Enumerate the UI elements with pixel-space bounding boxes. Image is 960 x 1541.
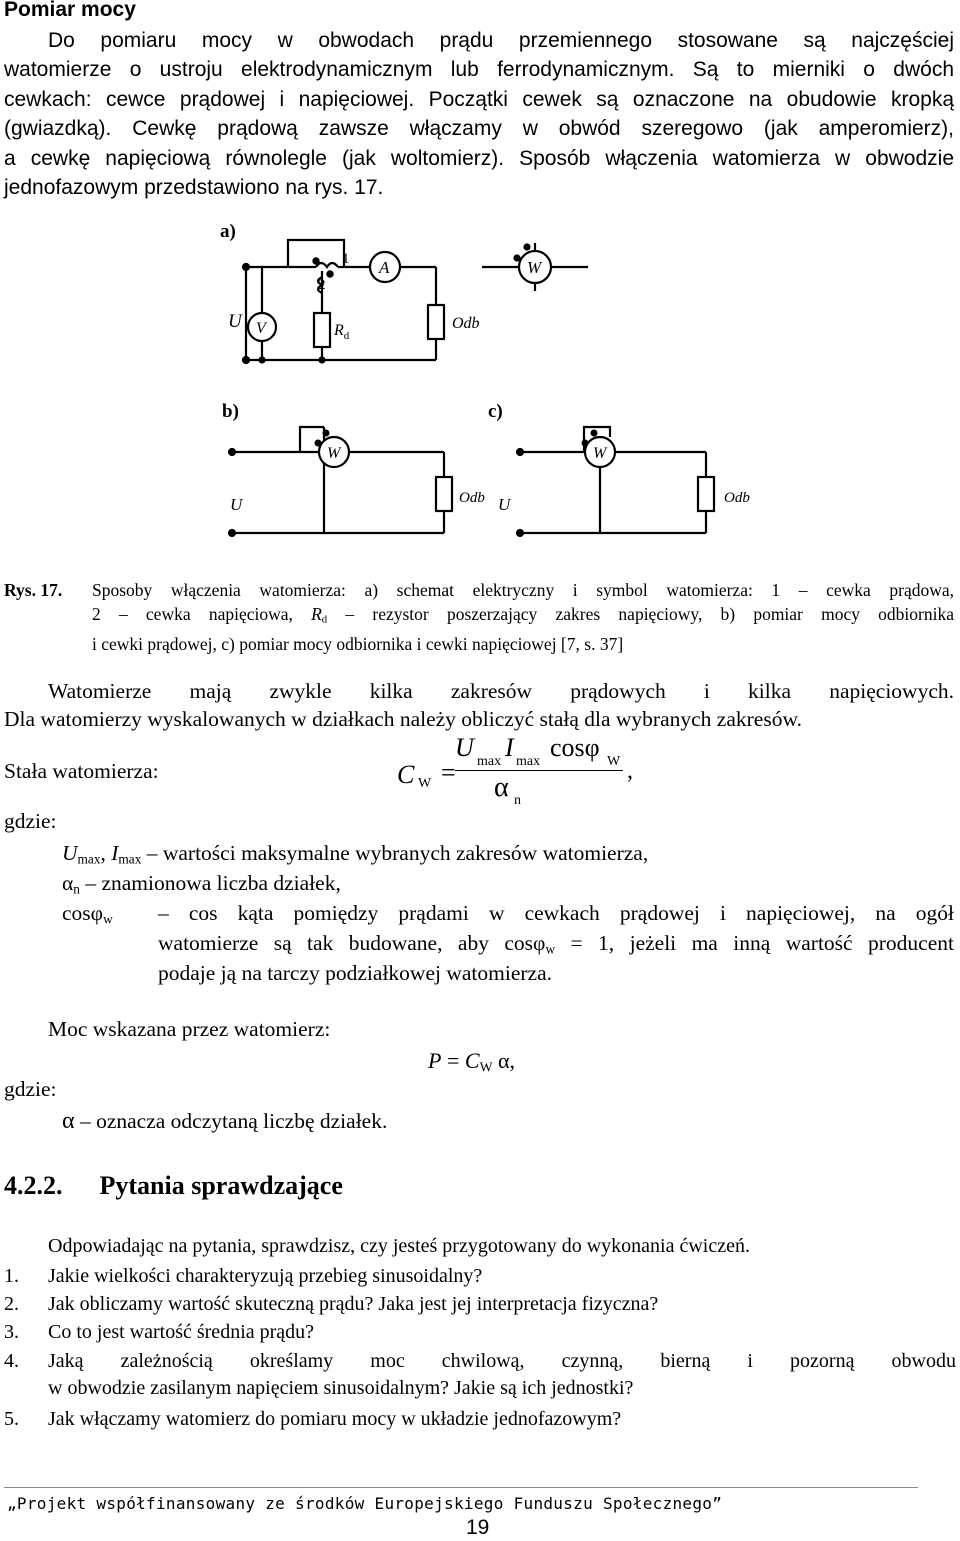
def-cos-line3: podaje ją na tarczy podziałkowej watomierza. — [158, 961, 552, 985]
subsection-heading — [4, 1171, 343, 1201]
label-a: a) — [220, 221, 236, 242]
figure-caption — [4, 578, 954, 656]
power-label: Moc wskazana przez watomierz: — [48, 1017, 331, 1041]
constant-label: Stała watomierza: — [4, 759, 159, 783]
where-label: gdzie: — [4, 809, 57, 833]
intro-line: jednofazowym przedstawiono na rys. 17. — [4, 175, 384, 199]
load-label-c: Odb — [724, 490, 750, 506]
caption-line: Sposoby włączenia watomierza: a) schemat elektryczny i symbol watomierza: 1 – cewka prądowa, — [92, 580, 954, 600]
caption-label: Rys. 17. — [4, 580, 63, 600]
figure-17-circuits — [0, 205, 960, 565]
wattmeter-label-c: W — [593, 445, 607, 462]
voltmeter-label: V — [256, 320, 266, 337]
caption-line: i cewki prądowej, c) pomiar mocy odbiornika i cewki napięciowej [7, s. 37] — [92, 633, 624, 654]
question-item: 5. Jak włączamy watomierz do pomiaru mocy w układzie jednofazowym? — [4, 1408, 622, 1430]
section-title: Pomiar mocy — [4, 0, 136, 21]
formula-p: $P = C_W$ α, — [428, 1048, 515, 1075]
questions-intro: Odpowiadając na pytania, sprawdzisz, czy jesteś przygotowany do wykonania ćwiczeń. — [48, 1235, 750, 1257]
page-number: 19 — [466, 1516, 490, 1539]
wattmeter-label-b: W — [327, 445, 341, 462]
caption-line: 2 – cewka napięciowa, $R_d$ – rezystor poszerzający zakres napięciowy, b) pomiar mocy odbiornika — [92, 604, 955, 626]
footer-divider — [4, 1487, 918, 1488]
def-alpha: α – oznacza odczytaną liczbę działek. — [62, 1108, 388, 1134]
question-item: 2. Jak obliczamy wartość skuteczną prądu? Jaka jest jej interpretacja fizyczna? — [4, 1293, 659, 1315]
formula-cw: C W = U max I max cosφ W α n , — [397, 733, 633, 808]
def-umax: $U_{max}$, $I_{max}$ – wartości maksymalne wybranych zakresów watomierza, — [62, 841, 649, 867]
footer-text: „Projekt współfinansowany ze środków Europejskiego Funduszu Społecznego” — [7, 1494, 723, 1513]
intro-line: Do pomiaru mocy w obwodach prądu przemiennego stosowane są najczęściej — [48, 29, 954, 52]
load-label-b: Odb — [459, 490, 485, 506]
def-cos: cosφ$_w$ – cos kąta pomiędzy prądami w cewkach prądowej i napięciowej, na ogół — [62, 901, 954, 927]
label-c: c) — [488, 401, 503, 422]
intro-line: watomierze o ustroju elektrodynamicznym lub ferrodynamicznym. Są to mierniki o dwóch — [4, 58, 954, 82]
load-label-a: Odb — [452, 315, 480, 332]
wattmeter-symbol-label: W — [527, 258, 542, 277]
intro-paragraph — [4, 26, 954, 202]
coil1-label: 1 — [342, 251, 350, 267]
label-b: b) — [222, 401, 239, 422]
ammeter-label: A — [379, 258, 390, 277]
intro-line: a cewkę napięciową równolegle (jak woltomierz). Sposób włączenia watomierza w obwodzie — [4, 146, 954, 170]
subsection-number: 4.2.2. — [4, 1171, 63, 1200]
def-cos-line2: watomierze są tak budowane, aby cosφ$_w$ = 1, jeżeli ma inną wartość producent — [158, 931, 954, 957]
intro-line: cewkach: cewce prądowej i napięciowej. Początki cewek są oznaczone na obudowie kropką — [4, 87, 954, 111]
intro-line: (gwiazdką). Cewkę prądową zawsze włączamy w obwód szeregowo (jak amperomierz), — [4, 117, 954, 141]
question-item: 3. Co to jest wartość średnia prądu? — [4, 1321, 315, 1343]
subsection-title: Pytania sprawdzające — [99, 1171, 343, 1200]
ranges-line: Dla watomierzy wyskalowanych w działkach należy obliczyć stałą dla wybranych zakresów. — [4, 707, 802, 731]
ranges-line: Watomierze mają zwykle kilka zakresów prądowych i kilka napięciowych. — [48, 679, 954, 703]
where-label-2: gdzie: — [4, 1077, 57, 1101]
question-item: 4. Jaką zależnością określamy moc chwilową, czynną, bierną i pozorną obwodu w obwodzie zasilanym napięciem sinusoidalnym? Jakie są ich jednostki? — [4, 1350, 956, 1399]
voltage-label-c: U — [498, 495, 511, 514]
voltage-label-b: U — [230, 495, 243, 514]
def-alpha-n: $\alpha_n$ – znamionowa liczba działek, — [62, 871, 341, 897]
resistor-label: $R_d$ — [334, 322, 350, 342]
coil2-label: 2 — [318, 277, 326, 293]
question-item: 1. Jakie wielkości charakteryzują przebieg sinusoidalny? — [4, 1265, 483, 1287]
voltage-label-a: U — [228, 311, 242, 332]
